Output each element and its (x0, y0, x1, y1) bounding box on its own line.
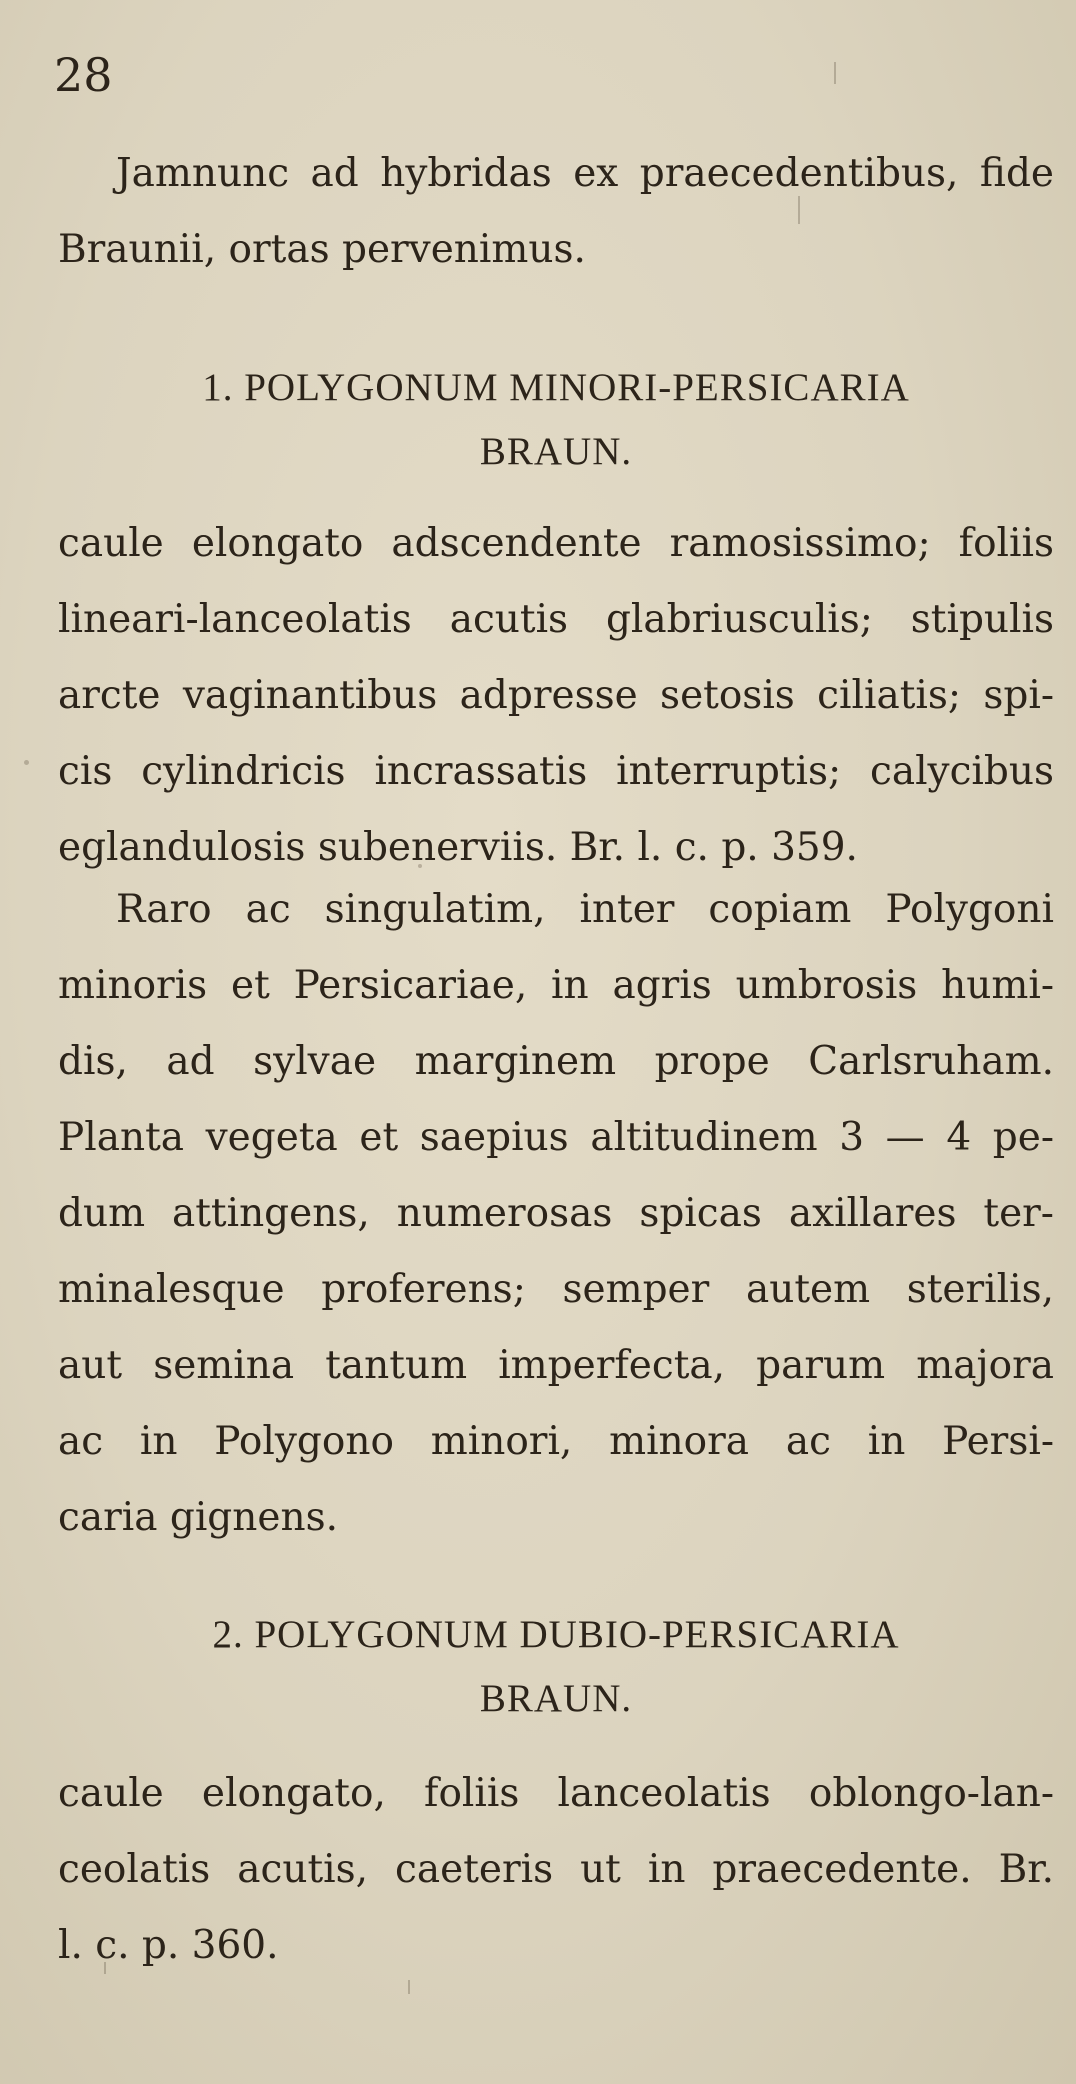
text-line: ac in Polygono minori, minora ac in Persi- (58, 1419, 1054, 1464)
species-2-name: 2. POLYGONUM DUBIO-PERSICARIA (212, 1613, 900, 1656)
text-line: caule elongato adscendente ramosissimo; foliis (58, 521, 1054, 566)
text-line: Braunii, ortas pervenimus. (58, 227, 586, 272)
text-line: caule elongato, foliis lanceolatis oblongo-lan- (58, 1771, 1054, 1816)
text-line: minalesque proferens; semper autem sterilis, (58, 1267, 1054, 1312)
species-1-author: BRAUN. (479, 430, 633, 473)
paper-speck (104, 1962, 106, 1974)
text-line: caria gignens. (58, 1495, 338, 1540)
text-line: dum attingens, numerosas spicas axillares ter- (58, 1191, 1054, 1236)
species-1-description (58, 872, 1054, 1556)
intro-paragraph (58, 136, 1054, 288)
text-line: arcte vaginantibus adpresse setosis ciliatis; spi- (58, 673, 1054, 718)
text-line: l. c. p. 360. (58, 1923, 279, 1968)
species-1-name: 1. POLYGONUM MINORI-PERSICARIA (202, 366, 910, 409)
text-line: Raro ac singulatim, inter copiam Polygoni (116, 887, 1054, 932)
species-2-diagnosis (58, 1756, 1054, 1984)
paper-speck (798, 196, 800, 224)
text-line: dis, ad sylvae marginem prope Carlsruham. (58, 1039, 1054, 1084)
text-line: Planta vegeta et saepius altitudinem 3 — 4 pe- (58, 1115, 1054, 1160)
text-line: eglandulosis subenerviis. Br. l. c. p. 359. (58, 825, 858, 870)
page-number: 28 (54, 48, 113, 102)
species-1-diagnosis (58, 506, 1054, 886)
species-2-author: BRAUN. (479, 1677, 633, 1720)
text-line: minoris et Persicariae, in agris umbrosis humi- (58, 963, 1054, 1008)
text-line: ceolatis acutis, caeteris ut in praecedente. Br. (58, 1847, 1054, 1892)
paper-speck (24, 760, 29, 765)
text-line: aut semina tantum imperfecta, parum majora (58, 1343, 1054, 1388)
paper-speck (418, 864, 422, 868)
text-line: cis cylindricis incrassatis interruptis; calycibus (58, 749, 1054, 794)
species-1-heading (58, 344, 1054, 496)
text-line: lineari-lanceolatis acutis glabriusculis; stipulis (58, 597, 1054, 642)
text-line: Jamnunc ad hybridas ex praecedentibus, fide (116, 151, 1054, 196)
paper-speck (834, 62, 836, 84)
paper-speck (408, 1980, 410, 1994)
species-2-heading (58, 1591, 1054, 1743)
